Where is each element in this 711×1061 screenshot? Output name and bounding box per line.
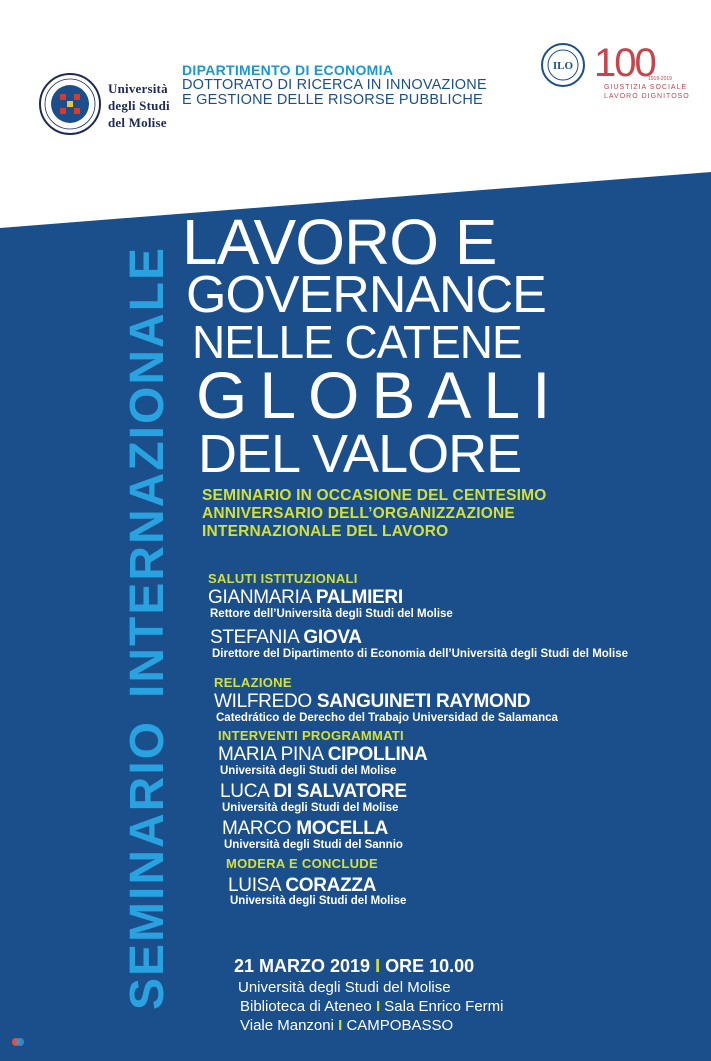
event-date: 21 MARZO 2019 <box>234 956 371 976</box>
university-name <box>108 80 170 131</box>
ilo-logo-text: ILO <box>552 60 574 72</box>
centenary-tagline-2: LAVORO DIGNITOSO <box>604 93 690 100</box>
title-line-1: LAVORO E <box>182 206 497 278</box>
speaker-role: Università degli Studi del Molise <box>222 802 399 814</box>
speaker-name <box>218 744 427 766</box>
venue-street: Viale Manzoni <box>240 1017 334 1034</box>
speaker-last-name: SANGUINETI RAYMOND <box>316 691 531 712</box>
venue-library: Biblioteca di Ateneo <box>240 998 372 1015</box>
speaker-last-name: CIPOLLINA <box>327 744 428 765</box>
centenary-years: 1919-2019 <box>648 76 672 82</box>
speaker-last-name: DI SALVATORE <box>273 781 407 802</box>
department-subtitle-line: DOTTORATO DI RICERCA IN INNOVAZIONE <box>182 77 487 93</box>
speaker-role: Rettore dell’Università degli Studi del Molise <box>210 608 453 620</box>
title-line-3: NELLE CATENE <box>192 316 522 368</box>
speaker-first-name: STEFANIA <box>210 627 304 648</box>
title-line-2: GOVERNANCE <box>186 266 546 324</box>
title-line-4: GLOBALI <box>196 358 563 432</box>
venue-line-1: Università degli Studi del Molise <box>238 979 451 996</box>
printer-mark-icon <box>4 930 44 1050</box>
event-date-time <box>234 956 474 977</box>
speaker-role: Università degli Studi del Molise <box>220 765 397 777</box>
speaker-role: Università degli Studi del Molise <box>230 895 407 907</box>
venue-hall: Sala Enrico Fermi <box>384 998 504 1015</box>
vertical-title-word2: INTERNAZIONALE <box>121 246 174 698</box>
event-time: ORE 10.00 <box>385 956 475 976</box>
section-heading-relazione: RELAZIONE <box>214 675 292 690</box>
department-subtitle <box>182 78 487 108</box>
centenary-number: 100 <box>594 41 655 85</box>
speaker-first-name: LUISA <box>228 875 286 896</box>
speaker-first-name: MARCO <box>222 818 297 839</box>
venue-line-3 <box>240 1017 453 1034</box>
speaker-last-name: GIOVA <box>303 627 362 648</box>
university-name-line: Università <box>108 81 168 96</box>
speaker-last-name: PALMIERI <box>315 587 403 608</box>
subtitle-line: INTERNAZIONALE DEL LAVORO <box>202 523 449 540</box>
separator-bar: I <box>338 1017 343 1034</box>
separator-bar: I <box>375 998 381 1015</box>
department-title: DIPARTIMENTO DI ECONOMIA <box>182 62 394 78</box>
centenary-tagline-1: GIUSTIZIA SOCIALE <box>604 84 688 91</box>
speaker-name <box>228 875 376 897</box>
title-line-5: DEL VALORE <box>198 424 522 484</box>
venue-city: CAMPOBASSO <box>346 1017 454 1034</box>
speaker-first-name: GIANMARIA <box>208 587 316 608</box>
university-name-line: del Molise <box>108 115 167 130</box>
speaker-first-name: WILFREDO <box>214 691 317 712</box>
vertical-title-word1: SEMINARIO <box>121 719 174 1010</box>
speaker-name <box>214 691 530 713</box>
speaker-role: Catedrático de Derecho del Trabajo Universidad de Salamanca <box>216 712 558 724</box>
speaker-last-name: CORAZZA <box>285 875 377 896</box>
vertical-title <box>120 246 175 1010</box>
speaker-first-name: LUCA <box>220 781 274 802</box>
ilo-logo-icon <box>540 42 586 88</box>
speaker-first-name: MARIA PINA <box>218 744 328 765</box>
speaker-name <box>220 781 407 803</box>
separator-bar: I <box>375 956 381 976</box>
speaker-name <box>208 587 403 609</box>
section-heading-modera: MODERA E CONCLUDE <box>226 856 378 871</box>
speaker-role: Università degli Studi del Sannio <box>224 839 403 851</box>
department-subtitle-line: E GESTIONE DELLE RISORSE PUBBLICHE <box>182 92 483 108</box>
subtitle-line: ANNIVERSARIO DELL’ORGANIZZAZIONE <box>202 505 515 522</box>
section-heading-interventi: INTERVENTI PROGRAMMATI <box>218 728 404 743</box>
venue-line-2 <box>240 998 503 1015</box>
section-heading-saluti: SALUTI ISTITUZIONALI <box>208 571 358 586</box>
speaker-name <box>222 818 388 840</box>
speaker-role: Direttore del Dipartimento di Economia dell’Università degli Studi del Molise <box>212 648 628 660</box>
university-crest-icon <box>38 72 102 136</box>
speaker-name <box>210 627 362 649</box>
speaker-last-name: MOCELLA <box>296 818 389 839</box>
university-name-line: degli Studi <box>108 98 170 113</box>
subtitle-line: SEMINARIO IN OCCASIONE DEL CENTESIMO <box>202 487 547 504</box>
